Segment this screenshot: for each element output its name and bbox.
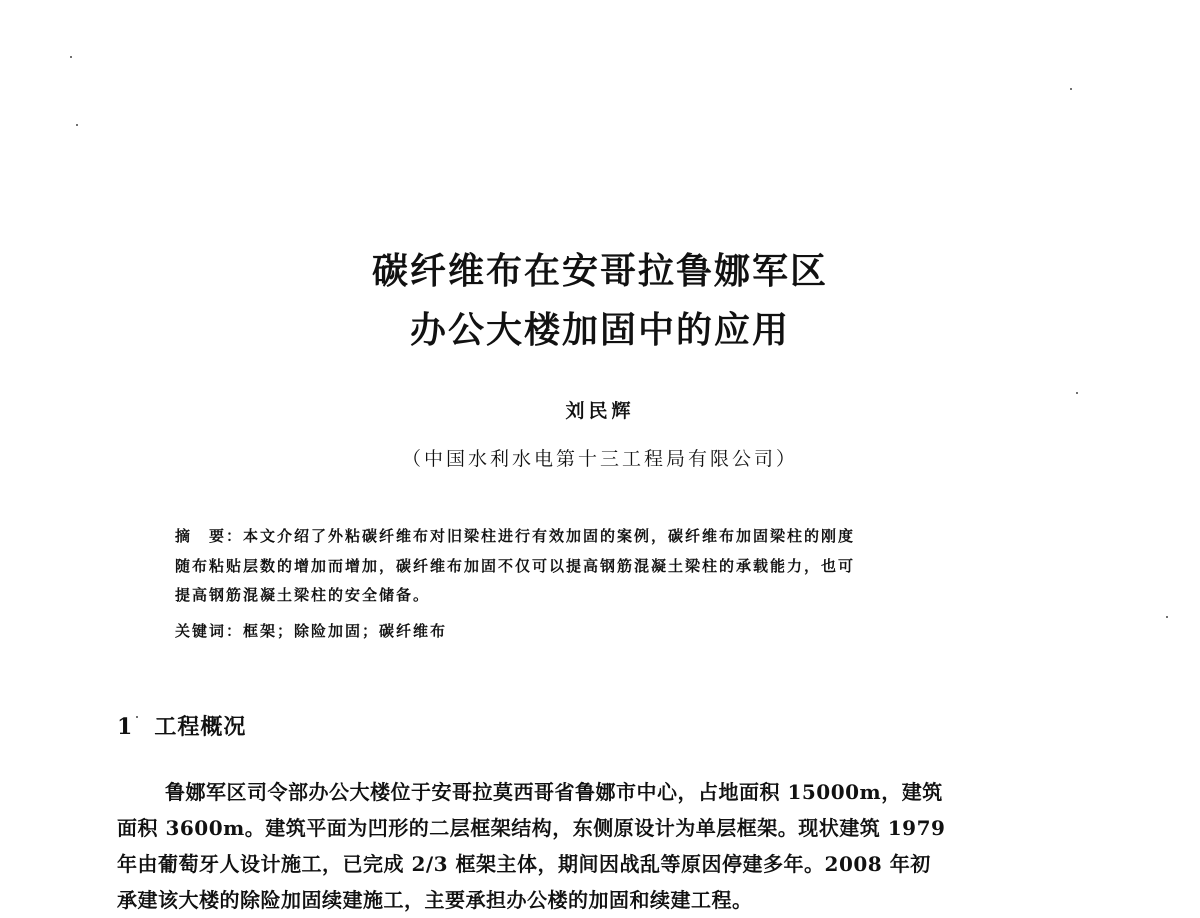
- scan-speck: [70, 56, 72, 58]
- section-number: 1: [117, 714, 133, 740]
- body-line-3: 年由葡萄牙人设计施工，已完成 2/3 框架主体，期间因战乱等原因停建多年。2008 年初: [117, 852, 931, 876]
- paper-title-line-1: 碳纤维布在安哥拉鲁娜军区: [371, 251, 828, 292]
- scan-speck: [1076, 392, 1078, 394]
- abstract-line-1: [175, 522, 1035, 552]
- scan-speck: [1166, 616, 1168, 618]
- body-line-2: 面积 3600m。建筑平面为凹形的二层框架结构，东侧原设计为单层框架。现状建筑 1979: [117, 816, 946, 840]
- author-name: 刘民辉: [565, 400, 635, 422]
- section-title: 工程概况: [154, 715, 247, 740]
- keywords-text: 框架；除险加固；碳纤维布: [243, 622, 448, 640]
- abstract: [175, 522, 1035, 611]
- body-line-4: 承建该大楼的除险加固续建施工，主要承担办公楼的加固和续建工程。: [117, 888, 753, 912]
- keywords-label: 关键词：: [175, 622, 244, 640]
- abstract-text-1: 本文介绍了外粘碳纤维布对旧梁柱进行有效加固的案例，碳纤维布加固梁柱的刚度: [243, 527, 856, 545]
- paper-title-line-2: 办公大楼加固中的应用: [409, 310, 790, 351]
- abstract-text-2: 随布粘贴层数的增加而增加，碳纤维布加固不仅可以提高钢筋混凝土梁柱的承载能力，也可: [175, 556, 856, 575]
- keywords: [175, 620, 447, 641]
- scan-speck: [76, 124, 78, 126]
- section-heading: [117, 710, 246, 741]
- body-paragraph: [117, 774, 1087, 918]
- abstract-text-3: 提高钢筋混凝土梁柱的安全储备。: [175, 586, 431, 604]
- body-line-1: 鲁娜军区司令部办公大楼位于安哥拉莫西哥省鲁娜市中心，占地面积 15000m，建筑: [165, 780, 943, 804]
- author-affiliation: （中国水利水电第十三工程局有限公司）: [401, 448, 798, 470]
- scan-speck: [1070, 88, 1072, 90]
- abstract-label: 摘 要：: [175, 527, 244, 545]
